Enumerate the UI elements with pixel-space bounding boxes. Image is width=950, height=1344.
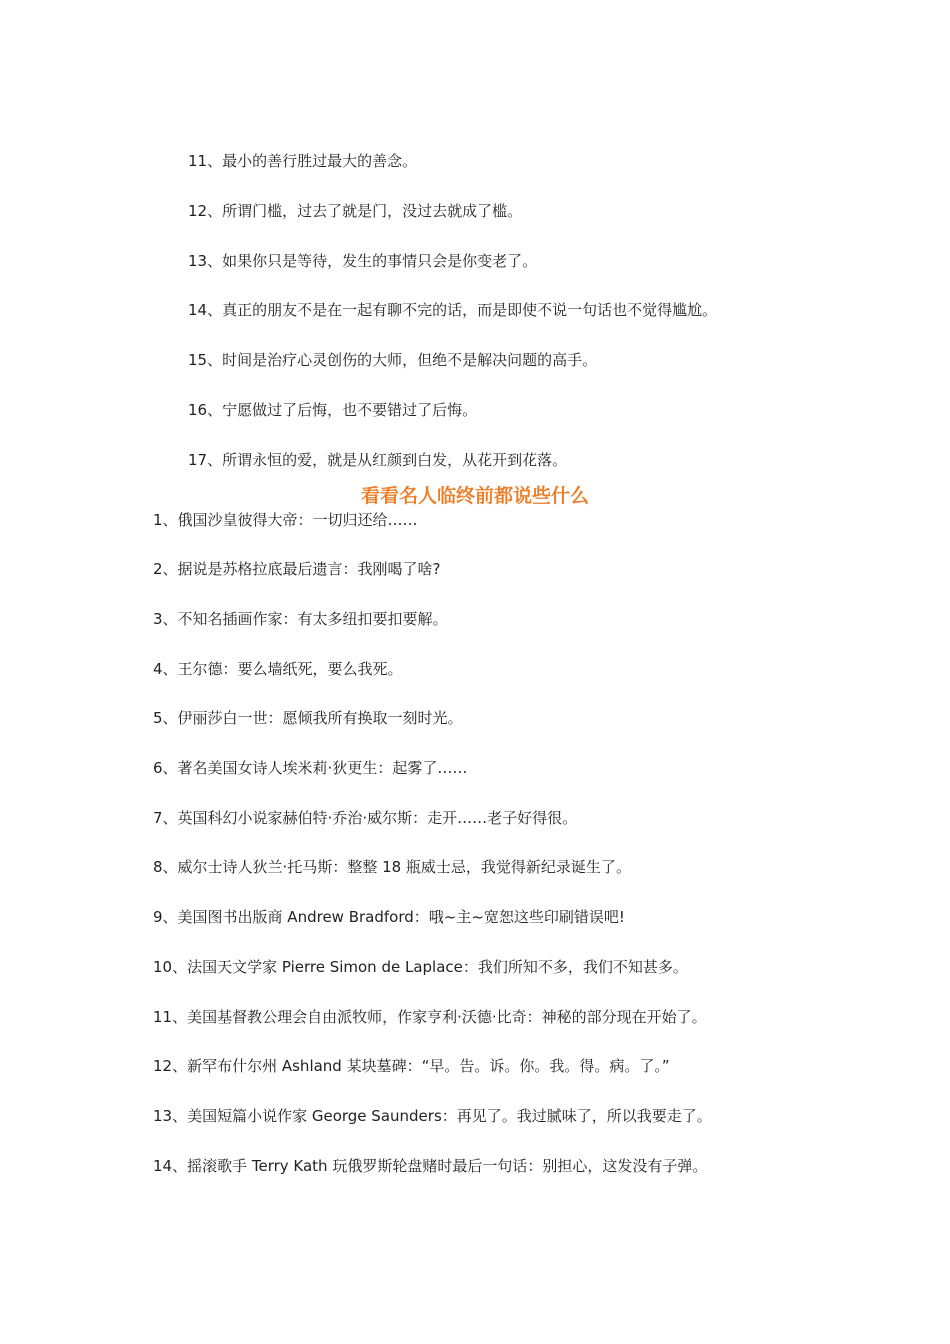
last-words-line: 5、伊丽莎白一世：愿倾我所有换取一刻时光。: [153, 709, 463, 727]
last-words-line: 1、俄国沙皇彼得大帝：一切归还给……: [153, 511, 418, 529]
section-heading: 看看名人临终前都说些什么: [360, 485, 589, 507]
quote-line: 11、最小的善行胜过最大的善念。: [188, 152, 418, 170]
last-words-line: 6、著名美国女诗人埃米莉·狄更生：起雾了……: [153, 759, 468, 777]
quote-line: 14、真正的朋友不是在一起有聊不完的话，而是即使不说一句话也不觉得尴尬。: [188, 301, 718, 319]
quote-line: 12、所谓门槛，过去了就是门，没过去就成了槛。: [188, 202, 523, 220]
last-words-line: 13、美国短篇小说作家 George Saunders：再见了。我过腻味了，所以我要走了。: [153, 1107, 712, 1125]
last-words-line: 14、摇滚歌手 Terry Kath 玩俄罗斯轮盘赌时最后一句话：别担心，这发没有子弹。: [153, 1157, 708, 1175]
last-words-line: 12、新罕布什尔州 Ashland 某块墓碑：“早。告。诉。你。我。得。病。了。”: [153, 1057, 670, 1075]
quote-line: 15、时间是治疗心灵创伤的大师，但绝不是解决问题的高手。: [188, 351, 598, 369]
last-words-line: 9、美国图书出版商 Andrew Bradford：哦~主~宽恕这些印刷错误吧!: [153, 908, 625, 926]
last-words-line: 3、不知名插画作家：有太多纽扣要扣要解。: [153, 610, 448, 628]
last-words-line: 10、法国天文学家 Pierre Simon de Laplace：我们所知不多，我们不知甚多。: [153, 958, 688, 976]
quote-line: 13、如果你只是等待，发生的事情只会是你变老了。: [188, 252, 538, 270]
last-words-line: 7、英国科幻小说家赫伯特·乔治·威尔斯：走开……老子好得很。: [153, 809, 578, 827]
quote-line: 17、所谓永恒的爱，就是从红颜到白发，从花开到花落。: [188, 451, 568, 469]
last-words-line: 2、据说是苏格拉底最后遗言：我刚喝了啥?: [153, 560, 441, 578]
last-words-line: 8、威尔士诗人狄兰·托马斯：整整 18 瓶威士忌，我觉得新纪录诞生了。: [153, 858, 631, 876]
last-words-line: 11、美国基督教公理会自由派牧师，作家亨利·沃德·比奇：神秘的部分现在开始了。: [153, 1008, 707, 1026]
last-words-line: 4、王尔德：要么墙纸死，要么我死。: [153, 660, 403, 678]
quote-line: 16、宁愿做过了后悔，也不要错过了后悔。: [188, 401, 478, 419]
